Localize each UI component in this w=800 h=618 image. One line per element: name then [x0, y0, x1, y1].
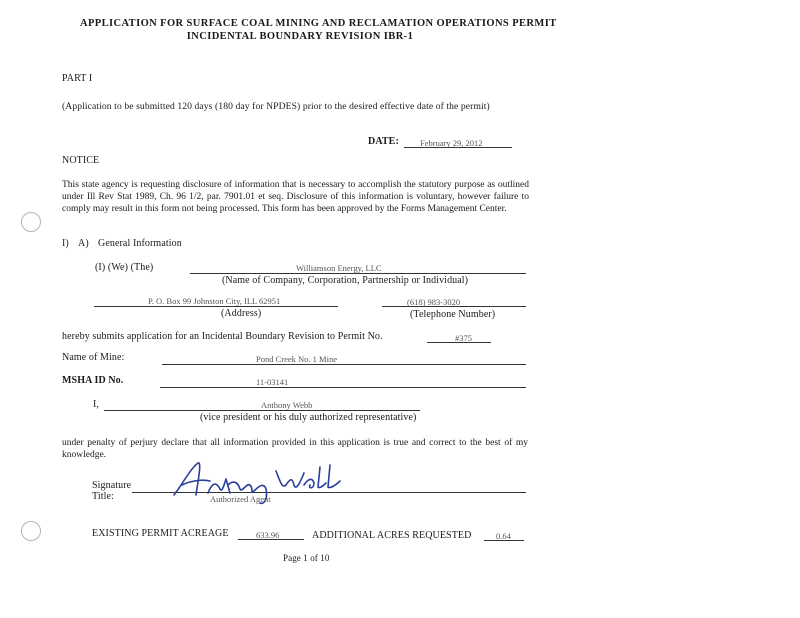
- mine-name-value: Pond Creek No. 1 Mine: [256, 354, 337, 364]
- permit-underline: [427, 342, 491, 343]
- phone-caption: (Telephone Number): [410, 309, 496, 320]
- company-prefix: (I) (We) (The): [95, 262, 154, 273]
- signature-label: Signature: [92, 480, 132, 491]
- additional-acres-value: 0.64: [496, 531, 511, 541]
- section-letter: A): [78, 238, 89, 249]
- company-caption: (Name of Company, Corporation, Partnership or Individual): [222, 275, 469, 286]
- submission-instructions: (Application to be submitted 120 days (180 day for NPDES) prior to the desired effective date of the permit): [62, 101, 490, 112]
- representative-prefix: I,: [93, 399, 100, 410]
- existing-acreage-label: EXISTING PERMIT ACREAGE: [92, 528, 229, 539]
- address-value: P. O. Box 99 Johnston City, ILL 62951: [148, 296, 281, 306]
- notice-text: This state agency is requesting disclosure of information that is necessary to accomplish the statutory purpose as outlined under Ill Rev Stat 1989, Ch. 96 1/2, par. 7901.01 et seq. Disclosure of this information is voluntary, however failure to comply may result in this form not being processed. This form has been approved by the Forms Management Center.: [62, 180, 529, 214]
- mine-underline: [162, 364, 526, 365]
- date-label: DATE:: [368, 136, 399, 147]
- date-value: February 29, 2012: [420, 138, 483, 148]
- form-title: APPLICATION FOR SURFACE COAL MINING AND RECLAMATION OPERATIONS PERMIT: [80, 18, 557, 29]
- title-value: Authorized Agent: [210, 494, 271, 504]
- section-title: General Information: [98, 238, 182, 249]
- existing-acreage-value: 633.96: [256, 530, 280, 540]
- mine-label: Name of Mine:: [62, 352, 125, 363]
- additional-acres-label: ADDITIONAL ACRES REQUESTED: [312, 530, 472, 541]
- date-underline: [404, 147, 512, 148]
- representative-caption: (vice president or his duly authorized representative): [200, 412, 417, 423]
- existing-acreage-underline: [238, 539, 304, 540]
- notice-heading: NOTICE: [62, 155, 100, 166]
- company-name-value: Williamson Energy, LLC: [296, 263, 382, 273]
- address-underline: [94, 306, 338, 307]
- msha-label: MSHA ID No.: [62, 375, 124, 386]
- declaration-text: under penalty of perjury declare that all information provided in this application is true and correct to the best of my knowledge.: [62, 438, 528, 460]
- section-number: I): [62, 238, 69, 249]
- address-caption: (Address): [221, 308, 262, 319]
- msha-id-value: 11-03141: [256, 377, 289, 387]
- title-label: Title:: [92, 491, 114, 502]
- page-number: Page 1 of 10: [283, 553, 330, 563]
- company-underline: [190, 273, 526, 274]
- phone-value: (618) 983-3020: [407, 297, 461, 307]
- representative-value: Anthony Webb: [261, 400, 313, 410]
- punch-hole-icon: [21, 212, 41, 232]
- additional-acres-underline: [484, 540, 524, 541]
- part-label: PART I: [62, 73, 93, 84]
- msha-underline: [160, 387, 526, 388]
- permit-statement: hereby submits application for an Incidental Boundary Revision to Permit No.: [62, 331, 383, 342]
- punch-hole-icon: [21, 521, 41, 541]
- form-subtitle: INCIDENTAL BOUNDARY REVISION IBR-1: [186, 31, 414, 42]
- representative-underline: [104, 410, 420, 411]
- phone-underline: [382, 306, 526, 307]
- permit-number-value: #375: [455, 333, 472, 343]
